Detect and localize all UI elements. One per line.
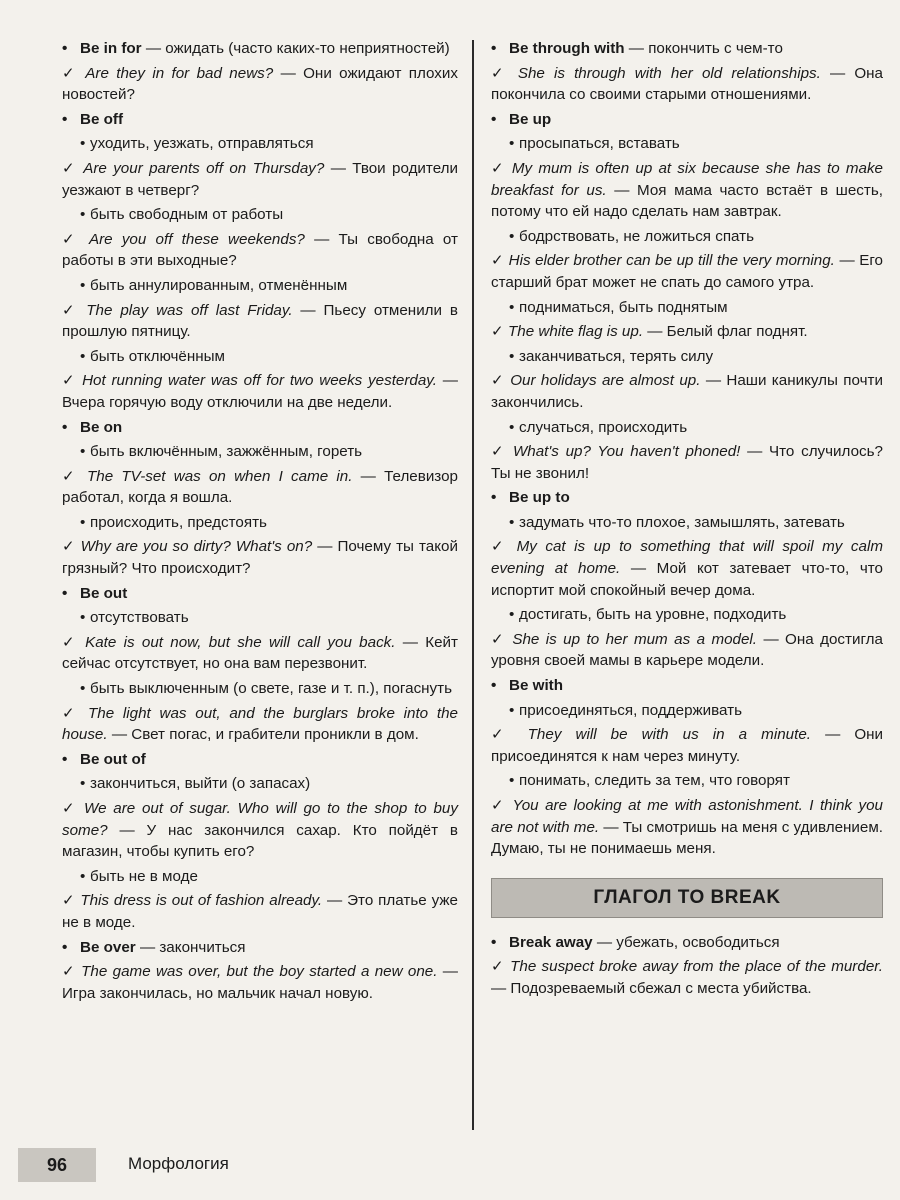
bullet-icon: • [509,135,515,153]
example-translation: — Белый флаг поднят. [643,323,808,341]
example-sentence [491,629,883,672]
meaning-text: достигать, быть на уровне, подходить [519,606,787,624]
example-english: Are they in for bad news? [85,64,274,82]
bullet-icon: • [491,489,497,507]
meaning-text: закончиться, выйти (о запасах) [90,775,311,793]
checkmark-icon: ✓ [491,630,506,648]
example-english: The white flag is up. [507,323,644,341]
meaning-text: подниматься, быть поднятым [519,298,728,316]
left-column [62,38,458,1007]
meaning-text: уходить, уезжать, отправляться [90,135,314,153]
meaning-item [70,678,458,700]
meaning-text: быть отключённым [90,347,225,365]
example-sentence [62,466,458,509]
meaning-text: быть не в моде [90,867,198,885]
bullet-icon: • [509,347,515,365]
example-sentence [491,321,883,343]
example-english: They will be with us in a minute. [527,726,811,744]
example-translation: — Кейт сейчас отсутствует, но она вам перезвонит. [62,633,458,673]
example-english: This dress is out of fashion already. [80,892,323,910]
example-english: Are your parents off on Thursday? [83,159,325,177]
meaning-item [499,770,883,792]
bullet-icon: • [80,443,86,461]
meaning-item [499,226,883,248]
bullet-icon: • [80,276,86,294]
bullet-icon: • [62,584,68,602]
example-sentence [62,536,458,579]
meaning-text: бодрствовать, не ложиться спать [519,227,755,245]
meaning-text: быть аннулированным, отменённым [90,276,348,294]
bullet-icon: • [509,298,515,316]
meaning-item [70,607,458,629]
phrasal-verb: Be with [509,677,564,695]
phrasal-verb: Be up to [509,489,570,507]
checkmark-icon: ✓ [62,301,79,319]
bullet-icon: • [62,110,68,128]
example-english: We are out of sugar. Who will go to the shop to buy some? [62,800,458,839]
column-divider [472,40,474,1130]
example-english: She is through with her old relationships. [517,64,821,82]
example-english: She is up to her mum as a model. [512,630,758,648]
phrasal-verb: Be on [80,418,123,436]
example-english: Hot running water was off for two weeks yesterday. [82,372,437,390]
phrasal-verb-heading [62,937,458,959]
bullet-icon: • [62,418,68,436]
checkmark-icon: ✓ [491,64,509,82]
meaning-item [70,346,458,368]
meaning-text: присоединяться, поддерживать [519,701,743,719]
bullet-icon: • [80,135,86,153]
bullet-icon: • [80,206,86,224]
example-sentence [491,250,883,293]
phrasal-verb-heading [62,38,458,60]
phrasal-verb-meaning: — ожидать (часто каких-то неприятностей) [141,40,450,57]
example-sentence [62,961,458,1004]
meaning-item [499,346,883,368]
bullet-icon: • [62,750,68,768]
example-english: You are looking at me with astonishment. I think you are not with me. [491,797,883,836]
example-translation: — Пьесу отменили в прошлую пятницу. [62,301,458,341]
bullet-icon: • [62,938,68,956]
meaning-text: быть выключенным (о свете, газе и т. п.), погаснуть [90,680,453,698]
phrasal-verb-meaning: — убежать, освободиться [592,933,780,951]
meaning-item [499,417,883,439]
bullet-icon: • [80,347,86,365]
right-column [491,38,883,1003]
phrasal-verb: Be out [80,584,128,602]
phrasal-verb: Be out of [80,750,146,768]
example-sentence [62,890,458,933]
checkmark-icon: ✓ [491,726,514,744]
checkmark-icon: ✓ [491,372,505,390]
example-sentence [62,300,458,343]
checkmark-icon: ✓ [491,159,506,177]
example-sentence [62,798,458,863]
phrasal-verb: Be through with [509,40,625,57]
example-sentence [62,229,458,272]
example-translation: — Почему ты такой грязный? Что происходит? [62,538,458,578]
example-sentence [62,632,458,675]
bullet-icon: • [509,772,515,790]
checkmark-icon: ✓ [62,892,76,910]
phrasal-verb: Be up [509,110,552,128]
example-english: Why are you so dirty? What's on? [80,538,313,556]
bullet-icon: • [509,418,515,436]
meaning-text: просыпаться, вставать [519,135,680,153]
example-sentence [491,724,883,767]
page-footer [0,1140,900,1190]
example-translation: — Она достигла уровня своей мамы в карьере модели. [491,630,883,670]
phrasal-verb-meaning: — закончиться [135,938,246,956]
example-sentence [491,63,883,106]
phrasal-verb-heading [491,109,883,131]
bullet-icon: • [80,775,86,793]
phrasal-verb: Be off [80,110,124,128]
example-translation: — Ты смотришь на меня с удивлением. Думаю, ты не понимаешь меня. [491,818,883,858]
meaning-text: происходить, предстоять [90,513,267,531]
example-english: The game was over, but the boy started a new one. [81,963,438,981]
checkmark-icon: ✓ [491,797,506,814]
example-english: His elder brother can be up till the very morning. [508,252,835,270]
bullet-icon: • [509,606,515,624]
meaning-item [499,133,883,155]
meaning-item [70,204,458,226]
meaning-item [70,441,458,463]
meaning-item [499,700,883,722]
meaning-text: заканчиваться, терять силу [519,347,714,365]
example-sentence [491,158,883,223]
example-translation: — Мой кот затевает что-то, что испортит мой спокойный вечер дома. [491,560,883,599]
meaning-item [499,604,883,626]
example-translation: — Свет погас, и грабители проникли в дом. [107,726,419,744]
example-english: Are you off these weekends? [88,230,305,248]
checkmark-icon: ✓ [491,538,509,556]
bullet-icon: • [80,513,86,531]
bullet-icon: • [491,40,497,57]
example-translation: — Твои родители уезжают в четверг? [62,159,458,199]
example-sentence [62,158,458,201]
example-sentence [491,536,883,601]
example-sentence [491,370,883,413]
checkmark-icon: ✓ [62,372,77,390]
meaning-text: быть включённым, зажжённым, гореть [90,443,363,461]
section-title: Морфология [128,1154,229,1173]
page-number: 96 [18,1148,96,1182]
meaning-item [70,866,458,888]
example-translation: — Они присоединятся к нам через минуту. [491,726,884,765]
example-translation: — Его старший брат может не спать до самого утра. [491,252,883,291]
meaning-item [70,275,458,297]
example-translation: — Это платье уже не в моде. [62,892,458,931]
meaning-item [499,512,883,534]
bullet-icon: • [509,513,515,531]
example-translation: — Игра закончилась, но мальчик начал новую. [62,963,458,1002]
example-translation: — Моя мама часто встаёт в шесть, потому что ей надо сделать нам завтрак. [491,181,883,221]
section-banner: ГЛАГОЛ TO BREAK [491,878,883,918]
checkmark-icon: ✓ [62,633,78,651]
example-translation: — Ты свободна от работы в эти выходные? [62,230,458,270]
checkmark-icon: ✓ [491,958,505,976]
phrasal-verb-heading [491,487,883,509]
phrasal-verb-heading [62,417,458,439]
checkmark-icon: ✓ [62,704,80,722]
bullet-icon: • [62,40,68,57]
phrasal-verb-meaning: — покончить с чем-то [624,40,783,57]
example-translation: — Телевизор работал, когда я вошла. [62,467,458,507]
phrasal-verb-heading [62,583,458,605]
checkmark-icon: ✓ [491,323,504,341]
example-english: Our holidays are almost up. [510,372,701,390]
example-english: Kate is out now, but she will call you back. [85,633,396,651]
meaning-item [70,512,458,534]
example-sentence [491,956,883,999]
example-sentence [62,63,458,106]
bullet-icon: • [491,110,497,128]
example-translation: — Наши каникулы почти закончились. [491,372,883,411]
meaning-item [70,133,458,155]
meaning-text: понимать, следить за тем, что говорят [519,772,790,790]
bullet-icon: • [509,701,515,719]
bullet-icon: • [491,677,497,695]
phrasal-verb-heading [62,749,458,771]
bullet-icon: • [80,867,86,885]
example-sentence [491,441,883,484]
meaning-item [499,297,883,319]
checkmark-icon: ✓ [491,443,507,461]
example-english: My mum is often up at six because she has to make breakfast for us. [491,159,883,199]
example-english: The TV-set was on when I came in. [86,467,353,485]
meaning-text: случаться, происходить [519,418,688,436]
example-english: The play was off last Friday. [86,301,293,319]
checkmark-icon: ✓ [491,252,505,270]
phrasal-verb-heading [62,109,458,131]
phrasal-verb-heading [491,932,883,954]
phrasal-verb-heading [491,38,883,60]
example-translation: — Подозреваемый сбежал с места убийства. [491,979,812,997]
example-sentence [62,703,458,746]
phrasal-verb: Be in for [80,40,142,57]
example-english: The suspect broke away from the place of the murder. [510,958,883,976]
meaning-text: задумать что-то плохое, замышлять, затевать [519,513,845,531]
phrasal-verb: Break away [509,933,593,951]
checkmark-icon: ✓ [62,159,77,177]
example-sentence [491,795,883,860]
phrasal-verb: Be over [80,938,136,956]
example-translation: — Она покончила со своими старыми отношениями. [491,64,883,104]
checkmark-icon: ✓ [62,538,76,556]
example-translation: — Они ожидают плохих новостей? [62,64,458,104]
bullet-icon: • [509,227,515,245]
example-english: My cat is up to something that will spoil my calm evening at home. [491,538,883,578]
example-translation: — Вчера горячую воду отключили на две недели. [62,372,458,411]
bullet-icon: • [80,680,86,698]
meaning-text: быть свободным от работы [90,206,284,224]
checkmark-icon: ✓ [62,800,78,817]
checkmark-icon: ✓ [62,64,78,82]
phrasal-verb-heading [491,675,883,697]
meaning-item [70,773,458,795]
checkmark-icon: ✓ [62,963,76,981]
example-sentence [62,370,458,413]
checkmark-icon: ✓ [62,467,79,485]
example-english: What's up? You haven't phoned! [512,443,741,461]
example-translation: — Что случилось? Ты не звонил! [491,443,883,482]
meaning-text: отсутствовать [90,609,189,627]
example-english: The light was out, and the burglars broke into the house. [62,704,458,744]
bullet-icon: • [80,609,86,627]
checkmark-icon: ✓ [62,230,80,248]
example-translation: — У нас закончился сахар. Кто пойдёт в магазин, чтобы купить его? [62,821,458,861]
bullet-icon: • [491,933,497,951]
